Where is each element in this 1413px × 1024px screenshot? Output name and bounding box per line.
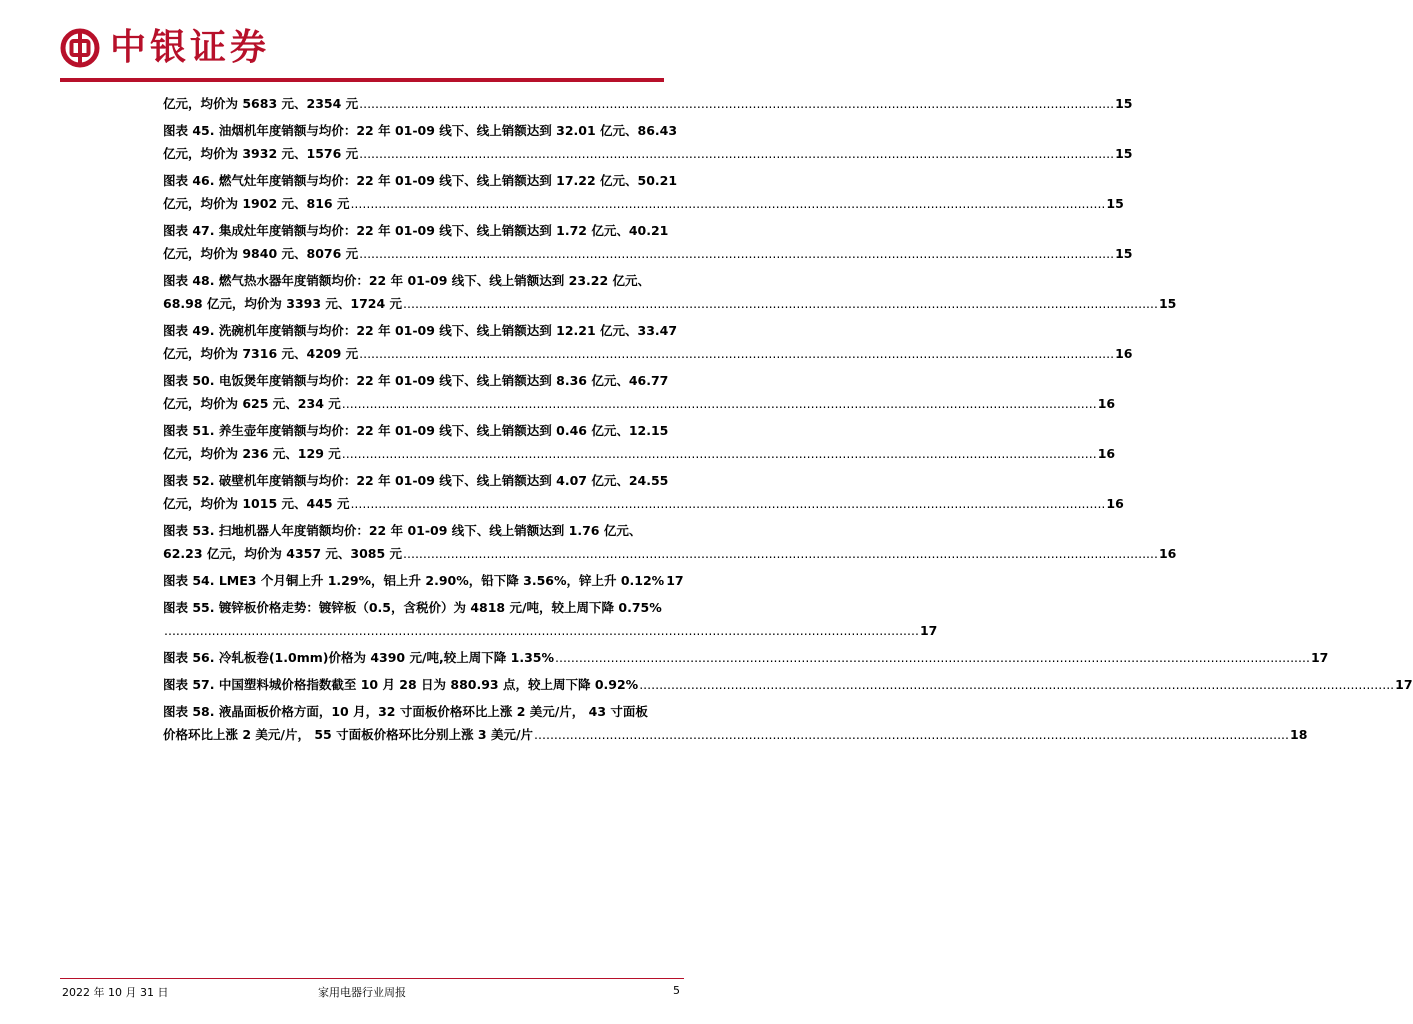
bank-of-china-logo-icon bbox=[60, 28, 100, 68]
toc-page-number: 15 bbox=[1115, 96, 1133, 111]
toc-page-number: 16 bbox=[1106, 496, 1124, 511]
toc-entry-text: 亿元，均价为 625 元、234 元 bbox=[163, 396, 341, 411]
toc-entry[interactable] bbox=[163, 673, 1413, 696]
toc-leader-dots bbox=[359, 242, 1114, 265]
toc-entry-text: 亿元，均价为 5683 元、2354 元 bbox=[163, 96, 359, 111]
toc-entry[interactable] bbox=[163, 469, 1124, 515]
toc-entry-last-line bbox=[163, 646, 1329, 669]
toc-leader-dots bbox=[359, 342, 1114, 365]
toc-page-number: 16 bbox=[1158, 546, 1177, 561]
toc-page-number: 17 bbox=[1395, 677, 1413, 692]
toc-entry[interactable] bbox=[163, 219, 1133, 265]
toc-leader-dots bbox=[403, 292, 1158, 315]
toc-leader-dots bbox=[639, 673, 1394, 696]
toc-entry-last-line bbox=[163, 342, 1133, 365]
toc-page-number: 15 bbox=[1158, 296, 1177, 311]
toc-entry-text: 亿元，均价为 236 元、129 元 bbox=[163, 446, 341, 461]
toc-entry[interactable] bbox=[163, 269, 1177, 315]
toc-entry-text: 图表 56. 冷轧板卷(1.0mm)价格为 4390 元/吨,较上周下降 1.35% bbox=[163, 650, 554, 665]
table-of-contents bbox=[163, 92, 1413, 750]
toc-entry-last-line bbox=[163, 242, 1133, 265]
toc-leader-dots bbox=[534, 723, 1289, 746]
toc-entry-last-line bbox=[163, 442, 1116, 465]
toc-entry-last-line bbox=[163, 723, 1308, 746]
toc-entry[interactable] bbox=[163, 596, 938, 642]
toc-entry-text: 图表 50. 电饭煲年度销额与均价：22 年 01-09 线下、线上销额达到 8.36 亿元、46.77 bbox=[163, 373, 669, 388]
toc-entry[interactable] bbox=[163, 119, 1133, 165]
toc-entry[interactable] bbox=[163, 319, 1133, 365]
toc-entry[interactable] bbox=[163, 419, 1116, 465]
brand-name: 中银证券 bbox=[110, 27, 271, 68]
toc-entry-last-line bbox=[163, 619, 938, 642]
toc-entry[interactable] bbox=[163, 369, 1116, 415]
footer-page-number: 5 bbox=[673, 984, 680, 997]
toc-entry-text: 图表 55. 镀锌板价格走势：镀锌板（0.5，含税价）为 4818 元/吨，较上周下降 0.75% bbox=[163, 600, 662, 615]
toc-entry-last-line bbox=[163, 292, 1177, 315]
toc-leader-dots bbox=[403, 542, 1158, 565]
toc-entry[interactable] bbox=[163, 169, 1124, 215]
toc-leader-dots bbox=[350, 192, 1105, 215]
toc-page-number: 17 bbox=[1310, 650, 1329, 665]
toc-entry-text: 图表 58. 液晶面板价格方面，10 月，32 寸面板价格环比上涨 2 美元/片， 43 寸面板 bbox=[163, 704, 648, 719]
toc-entry-text: 图表 49. 洗碗机年度销额与均价：22 年 01-09 线下、线上销额达到 12.21 亿元、33.47 bbox=[163, 323, 678, 338]
toc-entry[interactable] bbox=[163, 519, 1177, 565]
toc-entry-text: 亿元，均价为 7316 元、4209 元 bbox=[163, 346, 359, 361]
toc-entry-text: 图表 54. LME3 个月铜上升 1.29%，铝上升 2.90%，铅下降 3.56%，锌上升 0.12% bbox=[163, 573, 665, 588]
toc-entry[interactable] bbox=[163, 92, 1133, 115]
toc-entry-text: 图表 52. 破壁机年度销额与均价：22 年 01-09 线下、线上销额达到 4.07 亿元、24.55 bbox=[163, 473, 669, 488]
toc-leader-dots bbox=[359, 142, 1114, 165]
toc-entry-text: 价格环比上涨 2 美元/片， 55 寸面板价格环比分别上涨 3 美元/片 bbox=[163, 727, 534, 742]
page-header bbox=[0, 0, 724, 90]
toc-entry-text: 图表 48. 燃气热水器年度销额均价：22 年 01-09 线下、线上销额达到 23.22 亿元、 bbox=[163, 273, 651, 288]
toc-leader-dots bbox=[555, 646, 1310, 669]
toc-entry-last-line bbox=[163, 673, 1413, 696]
toc-entry-last-line bbox=[163, 569, 684, 592]
toc-page-number: 15 bbox=[1115, 146, 1133, 161]
toc-entry-last-line bbox=[163, 492, 1124, 515]
toc-page-number: 16 bbox=[1097, 396, 1116, 411]
toc-page-number: 16 bbox=[1115, 346, 1133, 361]
toc-leader-dots bbox=[350, 492, 1105, 515]
toc-entry-text: 68.98 亿元，均价为 3393 元、1724 元 bbox=[163, 296, 403, 311]
brand-logo bbox=[60, 28, 270, 68]
toc-page-number: 15 bbox=[1106, 196, 1124, 211]
header-divider bbox=[60, 78, 664, 82]
toc-leader-dots bbox=[342, 392, 1097, 415]
toc-page-number: 18 bbox=[1290, 727, 1308, 742]
toc-entry-text: 图表 45. 油烟机年度销额与均价：22 年 01-09 线下、线上销额达到 32.01 亿元、86.43 bbox=[163, 123, 678, 138]
toc-entry-text: 图表 47. 集成灶年度销额与均价：22 年 01-09 线下、线上销额达到 1.72 亿元、40.21 bbox=[163, 223, 669, 238]
toc-entry[interactable] bbox=[163, 569, 684, 592]
toc-page-number: 16 bbox=[1097, 446, 1116, 461]
toc-entry-text: 图表 53. 扫地机器人年度销额均价：22 年 01-09 线下、线上销额达到 1.76 亿元、 bbox=[163, 523, 642, 538]
toc-entry-last-line bbox=[163, 142, 1133, 165]
toc-page-number: 17 bbox=[919, 623, 938, 638]
toc-entry-text: 亿元，均价为 1015 元、445 元 bbox=[163, 496, 350, 511]
footer-date: 2022 年 10 月 31 日 bbox=[62, 986, 169, 999]
toc-leader-dots bbox=[359, 92, 1114, 115]
footer-report-title: 家用电器行业周报 bbox=[318, 986, 406, 999]
toc-leader-dots bbox=[164, 619, 919, 642]
toc-entry-text: 图表 51. 养生壶年度销额与均价：22 年 01-09 线下、线上销额达到 0.46 亿元、12.15 bbox=[163, 423, 669, 438]
toc-entry-last-line bbox=[163, 192, 1124, 215]
toc-page-number: 17 bbox=[666, 573, 684, 588]
toc-page-number: 15 bbox=[1115, 246, 1133, 261]
toc-entry-last-line bbox=[163, 92, 1133, 115]
toc-entry-last-line bbox=[163, 392, 1116, 415]
toc-entry-text: 62.23 亿元，均价为 4357 元、3085 元 bbox=[163, 546, 403, 561]
toc-leader-dots bbox=[342, 442, 1097, 465]
toc-entry[interactable] bbox=[163, 700, 1308, 746]
toc-entry-text: 亿元，均价为 3932 元、1576 元 bbox=[163, 146, 359, 161]
toc-entry-text: 图表 46. 燃气灶年度销额与均价：22 年 01-09 线下、线上销额达到 17.22 亿元、50.21 bbox=[163, 173, 678, 188]
toc-entry[interactable] bbox=[163, 646, 1329, 669]
toc-entry-text: 亿元，均价为 9840 元、8076 元 bbox=[163, 246, 359, 261]
toc-entry-text: 图表 57. 中国塑料城价格指数截至 10 月 28 日为 880.93 点，较上周下降 0.92% bbox=[163, 677, 639, 692]
toc-entry-last-line bbox=[163, 542, 1177, 565]
footer-divider bbox=[60, 978, 684, 979]
toc-entry-text: 亿元，均价为 1902 元、816 元 bbox=[163, 196, 350, 211]
